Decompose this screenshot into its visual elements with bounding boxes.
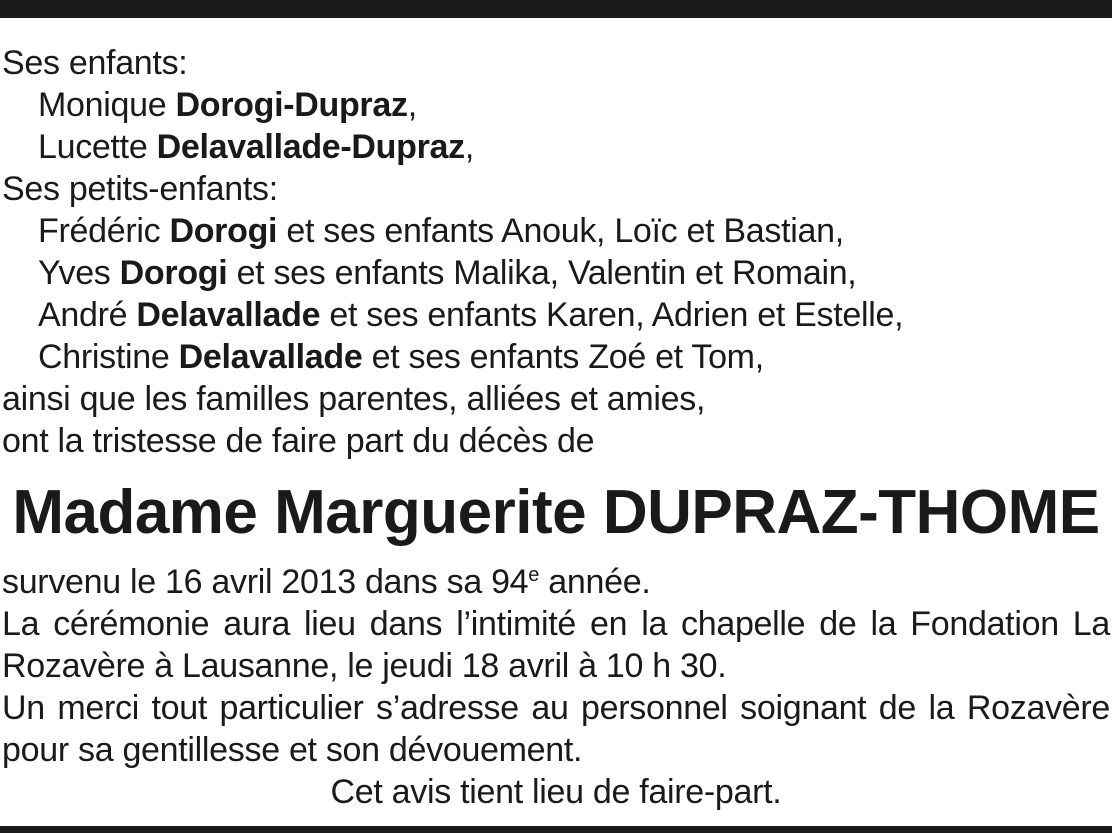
grandchild-entry: [2, 294, 1110, 336]
ordinal-superscript: e: [528, 564, 540, 586]
deceased-name: Madame Marguerite DUPRAZ-THOME: [12, 478, 1100, 547]
child-last-name: Dorogi-Dupraz: [175, 86, 408, 124]
child-last-name: Delavallade-Dupraz: [156, 128, 465, 166]
top-rule: [0, 0, 1112, 18]
child-first-name: Monique: [38, 86, 167, 124]
families-line: ainsi que les familles parentes, alliées et amies,: [2, 380, 706, 418]
grandchild-entry: [2, 252, 1110, 294]
grandchild-last-name: Delavallade: [136, 296, 321, 334]
children-heading: Ses enfants:: [2, 44, 188, 82]
bottom-rule: [0, 826, 1112, 833]
obituary-notice: [2, 42, 1110, 813]
grandchild-details: et ses enfants Anouk, Loïc et Bastian,: [286, 212, 844, 250]
grandchild-first-name: Yves: [38, 254, 111, 292]
grandchild-entry: [2, 336, 1110, 378]
grandchildren-heading: Ses petits-enfants:: [2, 170, 278, 208]
ceremony-paragraph: La cérémonie aura lieu dans l’intimité en la chapelle de la Fondation La Rozavère à Lausanne, le jeudi 18 avril à 10 h 30.: [2, 605, 1110, 685]
announcement-line: ont la tristesse de faire part du décès de: [2, 422, 595, 460]
grandchild-last-name: Dorogi: [119, 254, 228, 292]
child-first-name: Lucette: [38, 128, 148, 166]
grandchild-details: et ses enfants Karen, Adrien et Estelle,: [329, 296, 904, 334]
child-entry: Monique Dorogi-Dupraz,: [38, 86, 417, 124]
grandchild-first-name: Frédéric: [38, 212, 161, 250]
death-date-line: survenu le 16 avril 2013 dans sa 94e année.: [2, 563, 651, 601]
grandchild-first-name: Christine: [38, 338, 170, 376]
grandchild-entry: [2, 210, 1110, 252]
thanks-paragraph: Un merci tout particulier s’adresse au personnel soignant de la Rozavère pour sa gentillesse et son dévouement.: [2, 689, 1110, 769]
grandchild-last-name: Dorogi: [169, 212, 278, 250]
grandchild-last-name: Delavallade: [178, 338, 363, 376]
child-entry: Lucette Delavallade-Dupraz,: [38, 128, 475, 166]
closing-line: Cet avis tient lieu de faire-part.: [330, 773, 782, 811]
grandchild-first-name: André: [38, 296, 128, 334]
grandchild-details: et ses enfants Malika, Valentin et Romain,: [236, 254, 857, 292]
grandchild-details: et ses enfants Zoé et Tom,: [371, 338, 764, 376]
